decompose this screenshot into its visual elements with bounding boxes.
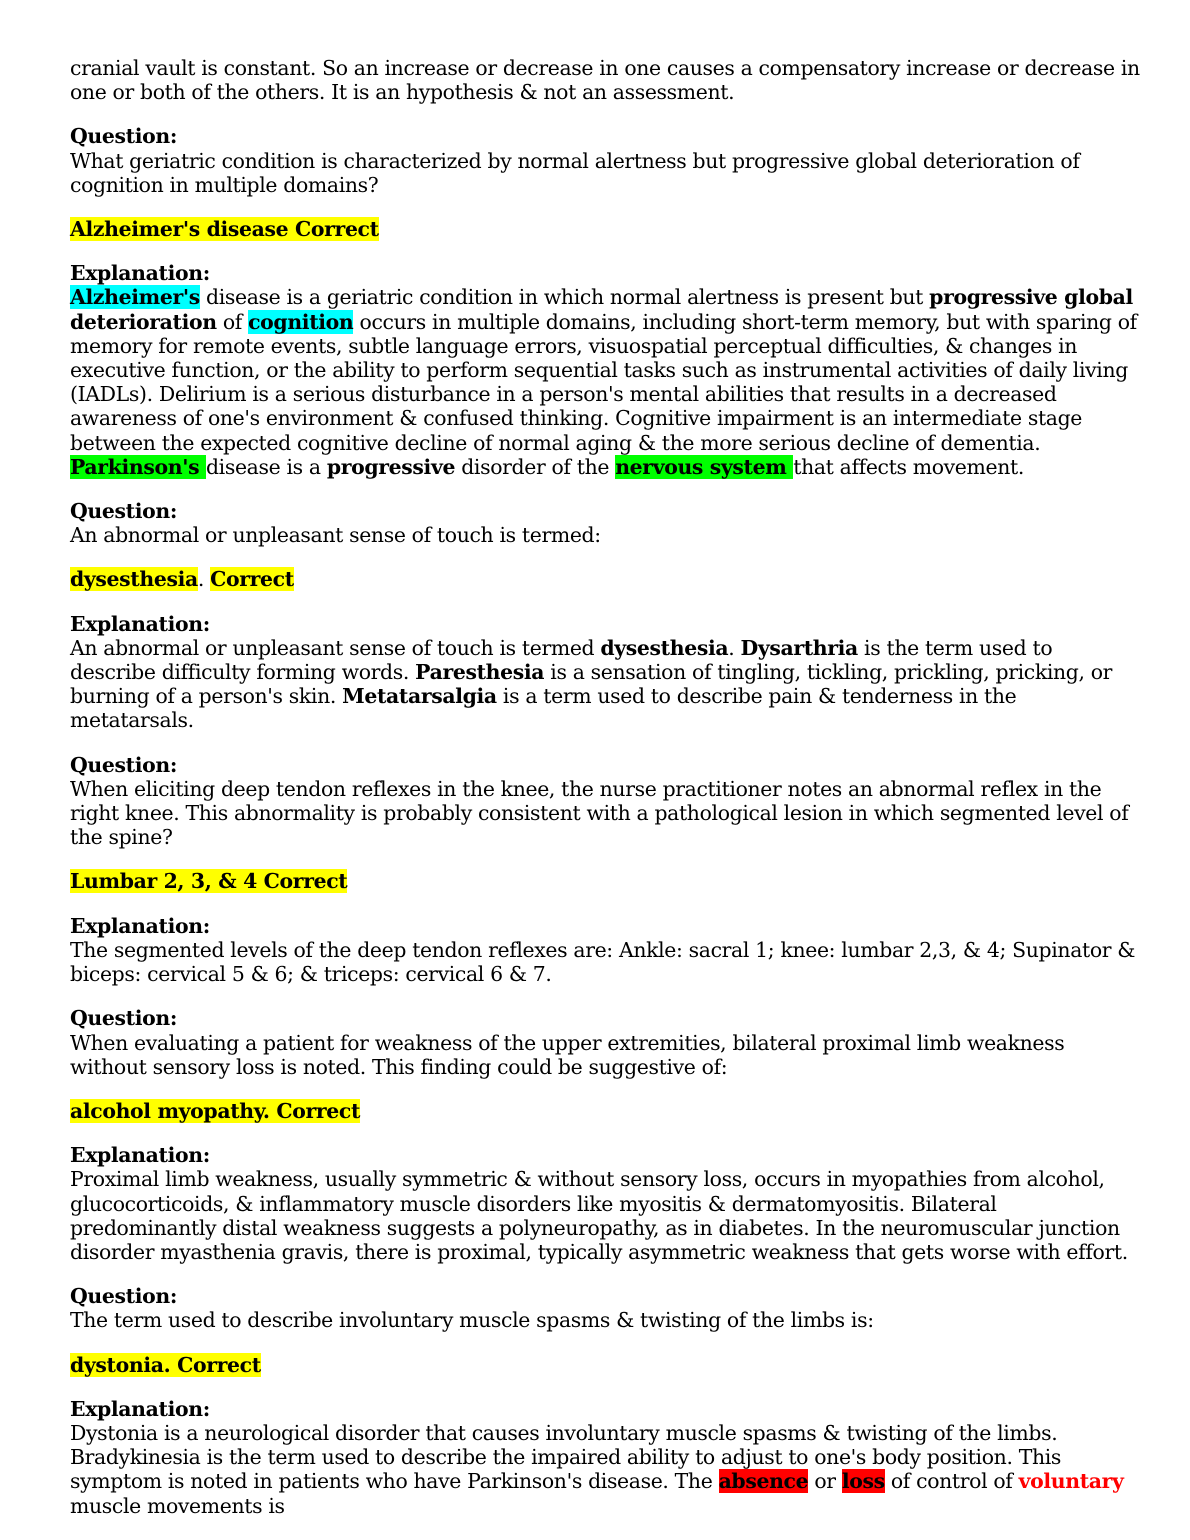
question-text: An abnormal or unpleasant sense of touch is termed: [70,523,601,548]
qa-block-5 [70,1284,1140,1518]
answer-highlight: Lumbar 2, 3, & 4 Correct [70,869,348,894]
explanation-segment: occurs in multiple domains, including short-term memory, but with sparing of memory for remote events, subtle language errors, visuospatial perceptual difficulties, & changes in executive function, or the ability to perform sequential tasks such as instrumental activities of daily living (IADLs). Delirium is a serious disturbance in a person's mental abilities that results in a decreased awareness of one's environment & confused thinking. Cognitive impairment is an intermediate stage between the expected cognitive decline of normal aging & the more serious decline of dementia. [70,309,1137,455]
bold-term: progressive [326,454,456,479]
document-page [70,56,1140,1518]
qa-block-2 [70,499,1140,733]
highlight-term: Alzheimer's [70,285,200,310]
answer-line [70,869,1140,893]
explanation-text [70,1421,1140,1518]
qa-block-3 [70,753,1140,987]
explanation-segment: of control of [884,1469,1019,1494]
question-label: Question: [70,752,178,777]
answer-line [70,1353,1140,1377]
explanation-segment: muscle movements is [70,1493,285,1518]
question-label: Question: [70,499,178,524]
explanation-segment: . [728,635,741,660]
highlight-term: Parkinson's [70,454,206,479]
explanation-label: Explanation: [70,261,210,286]
question-label: Question: [70,1284,178,1309]
qa-block-4 [70,1006,1140,1264]
bold-term: Paresthesia [415,660,545,685]
explanation-label: Explanation: [70,913,210,938]
answer-line [70,1099,1140,1123]
explanation-segment: of [216,309,249,334]
explanation-segment: disease is a [205,454,327,479]
answer-highlight: dysesthesia [70,567,198,592]
answer-punct: . [197,567,204,592]
red-term: voluntary [1018,1469,1124,1494]
explanation-segment: is the term used to describe difficulty forming words. [70,635,1053,685]
answer-highlight: alcohol myopathy. Correct [70,1098,361,1123]
answer-line [70,217,1140,241]
highlight-term: nervous system [615,454,794,479]
question-text: What geriatric condition is characterized by normal alertness but progressive global deterioration of cognition in multiple domains? [70,148,1080,197]
bold-term: Metatarsalgia [342,684,497,709]
highlight-term: cognition [248,309,354,334]
bold-term: Dysarthria [740,635,858,660]
explanation-segment: Dystonia is a neurological disorder that causes involuntary muscle spasms & twisting of the limbs. Bradykinesia is the term used to describe the impaired ability to adjust to one's body position. This symptom is noted in patients who have Parkinson's disease. The [70,1420,1062,1494]
answer-highlight: dystonia. Correct [70,1352,261,1377]
highlight-term: absence [718,1469,809,1494]
explanation-label: Explanation: [70,1143,210,1168]
explanation-text: The segmented levels of the deep tendon reflexes are: Ankle: sacral 1; knee: lumbar 2,3, & 4; Supinator & biceps: cervical 5 & 6; & triceps: cervical 6 & 7. [70,937,1136,987]
question-text: When evaluating a patient for weakness of the upper extremities, bilateral proximal limb weakness without sensory loss is noted. This finding could be suggestive of: [70,1030,1065,1079]
qa-block-1 [70,124,1140,479]
explanation-label: Explanation: [70,1396,210,1421]
bold-term: progressive global deterioration [70,285,1133,334]
explanation-segment: disorder of the [455,454,616,479]
bold-term: dysesthesia [600,635,729,660]
intro-paragraph: cranial vault is constant. So an increase or decrease in one causes a compensatory increase or decrease in one or both of the others. It is an hypothesis & not an assessment. [70,56,1140,105]
explanation-segment: or [808,1469,842,1494]
explanation-segment: An abnormal or unpleasant sense of touch is termed [70,635,601,660]
explanation-segment: is a sensation of tingling, tickling, prickling, pricking, or burning of a person's skin. [70,660,1113,709]
question-text: The term used to describe involuntary muscle spasms & twisting of the limbs is: [70,1308,874,1333]
highlight-term: loss [841,1469,885,1494]
answer-highlight: Alzheimer's disease Correct [70,217,379,242]
question-label: Question: [70,124,178,149]
question-text: When eliciting deep tendon reflexes in the knee, the nurse practitioner notes an abnormal reflex in the right knee. This abnormality is probably consistent with a pathological lesion in which segmented level of the spine? [70,776,1129,850]
explanation-text [70,636,1140,733]
explanation-segment: that affects movement. [793,454,1024,479]
explanation-segment: disease is a geriatric condition in which normal alertness is present but [199,285,930,310]
correct-highlight: Correct [210,567,294,592]
explanation-text [70,285,1140,479]
explanation-label: Explanation: [70,611,210,636]
explanation-text: Proximal limb weakness, usually symmetric & without sensory loss, occurs in myopathies from alcohol, glucocorticoids, & inflammatory muscle disorders like myositis & dermatomyositis. Bilateral predominantly distal weakness suggests a polyneuropathy, as in diabetes. In the neuromuscular junction disorder myasthenia gravis, there is proximal, typically asymmetric weakness that gets worse with effort. [70,1167,1128,1264]
answer-line [70,567,1140,591]
explanation-segment: is a term used to describe pain & tenderness in the metatarsals. [70,684,1017,733]
question-label: Question: [70,1006,178,1031]
